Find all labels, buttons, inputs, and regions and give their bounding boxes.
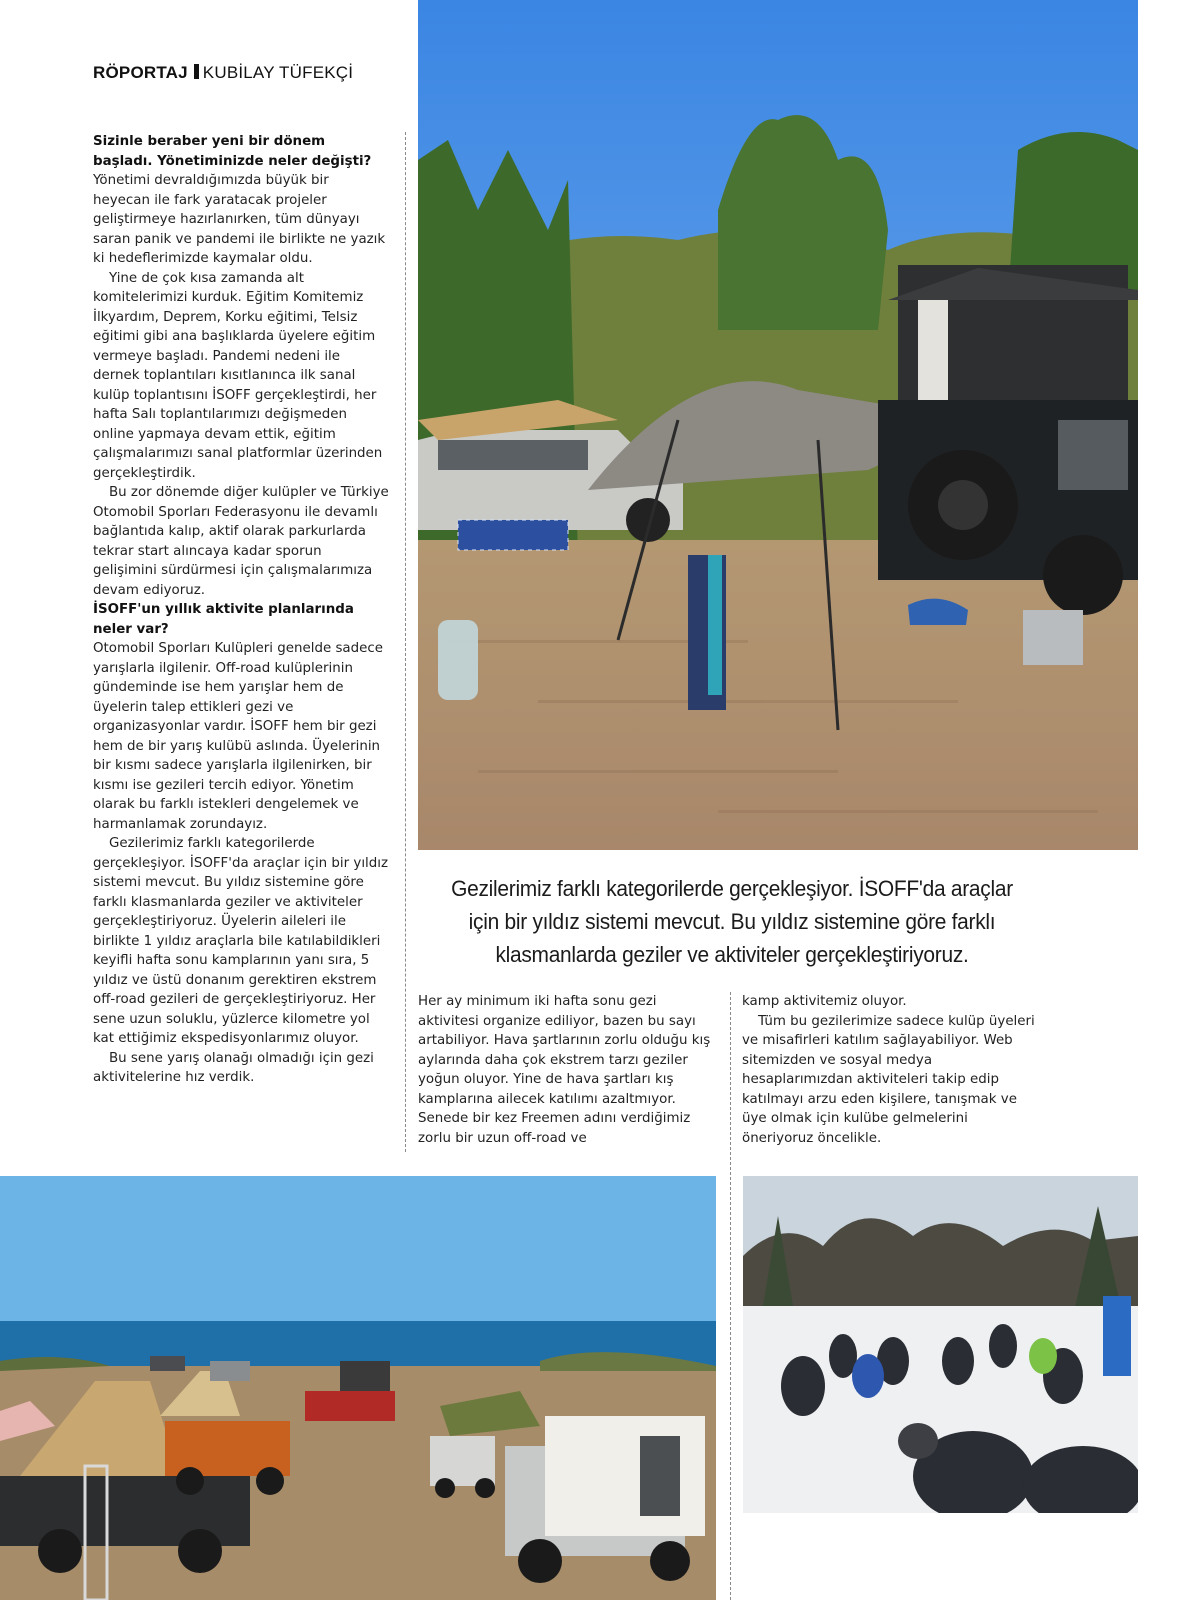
answer-paragraph: Yönetimi devraldığımızda büyük bir heyecan ile fark yaratacak projeler geliştirmeye hazırlanırken, tüm dünyayı saran panik ve pandemi ile birlikte ne yazık ki hedeflerimizde kaymalar oldu. [93, 173, 386, 266]
winter-meeting-photo [743, 1176, 1138, 1513]
answer-paragraph: Bu sene yarış olanağı olmadığı için gezi aktivitelerine hız verdik. [93, 1050, 374, 1085]
answer-paragraph: Gezilerimiz farklı kategorilerde gerçekleşiyor. İSOFF'da araçlar için bir yıldız sistemi mevcut. Bu yıldız sistemine göre farklı klasmanlarda geziler ve aktiviteler gerçekleştiriyoruz. Üyelerin aileleri ile birlikte 1 yıldız araçlarla bile katılabildikleri keyifli hafta sonu kamplarının yanı sıra, 5 yıldız ve üstü donanım gerektiren ekstrem off-road gezileri de gerçekleştiriyoruz. Her sene uzun soluklu, yüzlerce kilometre yol kat ettiğimiz ekspedisyonlarımız oluyor. [93, 836, 389, 1046]
body-paragraph: Tüm bu gezilerimize sadece kulüp üyeleri ve misafirleri katılım sağlayabiliyor. Web sitemizden ve sosyal medya hesaplarımızdan aktiviteleri takip edip katılmayı arzu eden kişilere, tanışmak ve üye olmak için kulübe gelmelerini öneriyoruz öncelikle. [742, 1013, 1035, 1146]
article-header [93, 63, 353, 83]
question-1: Sizinle beraber yeni bir dönem başladı. Yönetiminizde neler değişti? [93, 134, 372, 169]
body-paragraph: Her ay minimum iki hafta sonu gezi aktivitesi organize ediliyor, bazen bu sayı artabiliyor. Hava şartlarının zorlu olduğu kış aylarında daha çok ekstrem tarzı geziler yoğun oluyor. Yine de hava şartları kış kamplarına ailecek katılımı azaltmıyor. Senede bir kez Freemen adını verdiğimiz zorlu bir uzun off-road ve [418, 994, 711, 1146]
column-divider [730, 992, 731, 1600]
article-column-2 [418, 992, 718, 1148]
section-label: RÖPORTAJ [93, 63, 188, 82]
answer-paragraph: Yine de çok kısa zamanda alt komitelerimizi kurduk. Eğitim Komitemiz İlkyardım, Deprem, Korku eğitimi, Telsiz eğitimi gibi ana başlıklarda üyelere eğitim vermeye başladı. Pandemi nedeni ile dernek toplantıları kısıtlanınca ilk sanal kulüp toplantısını İSOFF gerçekleştirdi, her hafta Salı toplantılarımızı değişmeden online yapmaya devam ettik, eğitim çalışmalarımızı sanal platformlar üzerinden gerçekleştirdik. [93, 270, 383, 481]
answer-paragraph: Otomobil Sporları Kulüpleri genelde sadece yarışlarla ilgilenir. Off-road kulüplerinin gündeminde ise hem yarışlar hem de üyelerin talep ettikleri gezi ve organizasyonlar vardır. İSOFF hem bir gezi hem de bir yarış kulübü aslında. Üyelerinin bir kısmı sadece yarışlarla ilgilenirken, bir kısmı ise gezileri tercih ediyor. Yönetim olarak bu farklı istekleri dengelemek ve harmanlamak zorundayız. [93, 641, 383, 832]
header-divider [194, 64, 199, 79]
article-column-3 [742, 992, 1042, 1148]
camp-photo [418, 0, 1138, 850]
pull-quote: Gezilerimiz farklı kategorilerde gerçekleşiyor. İSOFF'da araçlar için bir yıldız sistemi mevcut. Bu yıldız sistemine göre farklı klasmanlarda geziler ve aktiviteler gerçekleştiriyoruz. [451, 876, 1013, 967]
beach-camp-photo [0, 1176, 716, 1600]
body-paragraph: kamp aktivitemiz oluyor. [742, 994, 907, 1009]
question-2: İSOFF'un yıllık aktivite planlarında neler var? [93, 602, 354, 637]
column-divider [405, 132, 406, 1152]
interviewee-name: KUBİLAY TÜFEKÇİ [202, 63, 354, 82]
article-column-1 [93, 132, 389, 1088]
answer-paragraph: Bu zor dönemde diğer kulüpler ve Türkiye Otomobil Sporları Federasyonu ile devamlı bağlantıda kalıp, aktif olarak parkurlarda tekrar start alıncaya kadar sporun gelişimini sürdürmesi için çalışmalarımıza devam ediyoruz. [93, 485, 389, 598]
